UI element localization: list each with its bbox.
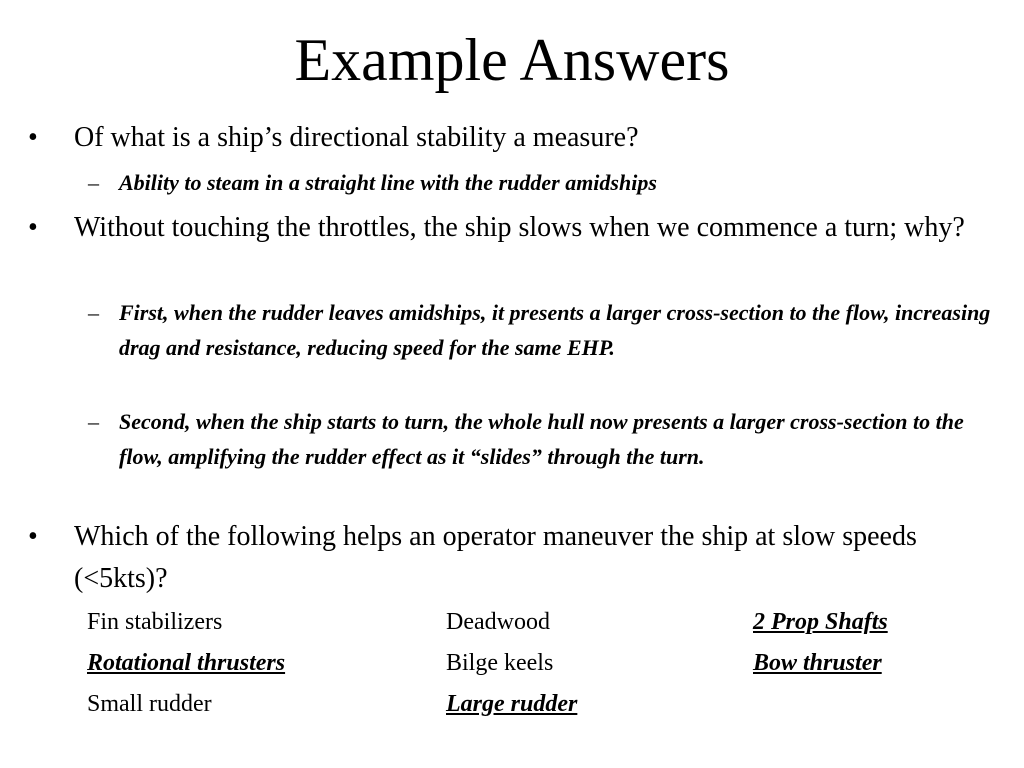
answer-2-1 [88, 296, 993, 365]
answer-1-1 [88, 166, 993, 201]
option-deadwood: Deadwood [446, 609, 550, 635]
option-small-rudder: Small rudder [87, 691, 212, 717]
dash-marker: – [88, 300, 99, 325]
option-bilge-keels: Bilge keels [446, 650, 554, 676]
question-1 [28, 117, 998, 159]
answer-options-grid [87, 604, 987, 727]
question-2 [28, 207, 998, 249]
option-bow-thruster: Bow thruster [753, 650, 882, 676]
option-2-prop-shafts: 2 Prop Shafts [753, 609, 888, 635]
option-rotational-thrusters: Rotational thrusters [87, 650, 286, 676]
options-row [87, 645, 987, 686]
question-2-text: Without touching the throttles, the ship slows when we commence a turn; why? [74, 212, 965, 243]
answer-2-2-text: Second, when the ship starts to turn, the whole hull now presents a larger cross-section to the flow, amplifying the rudder effect as it “slides” through the turn. [119, 409, 964, 469]
slide-title: Example Answers [294, 27, 730, 93]
bullet-marker: • [28, 521, 38, 552]
answer-1-1-text: Ability to steam in a straight line with the rudder amidships [119, 170, 657, 195]
answer-2-2 [88, 405, 993, 474]
question-1-text: Of what is a ship’s directional stability a measure? [74, 122, 639, 153]
bullet-marker: • [28, 122, 38, 153]
answer-2-1-text: First, when the rudder leaves amidships, it presents a larger cross-section to the flow, increasing drag and resistance, reducing speed for the same EHP. [119, 300, 991, 360]
dash-marker: – [88, 170, 99, 195]
question-3-text: Which of the following helps an operator maneuver the ship at slow speeds (<5kts)? [74, 521, 917, 594]
question-3 [28, 516, 998, 600]
bullet-marker: • [28, 212, 38, 243]
options-row [87, 686, 987, 727]
option-fin-stabilizers: Fin stabilizers [87, 609, 223, 635]
options-row [87, 604, 987, 645]
option-large-rudder: Large rudder [446, 691, 578, 717]
dash-marker: – [88, 409, 99, 434]
